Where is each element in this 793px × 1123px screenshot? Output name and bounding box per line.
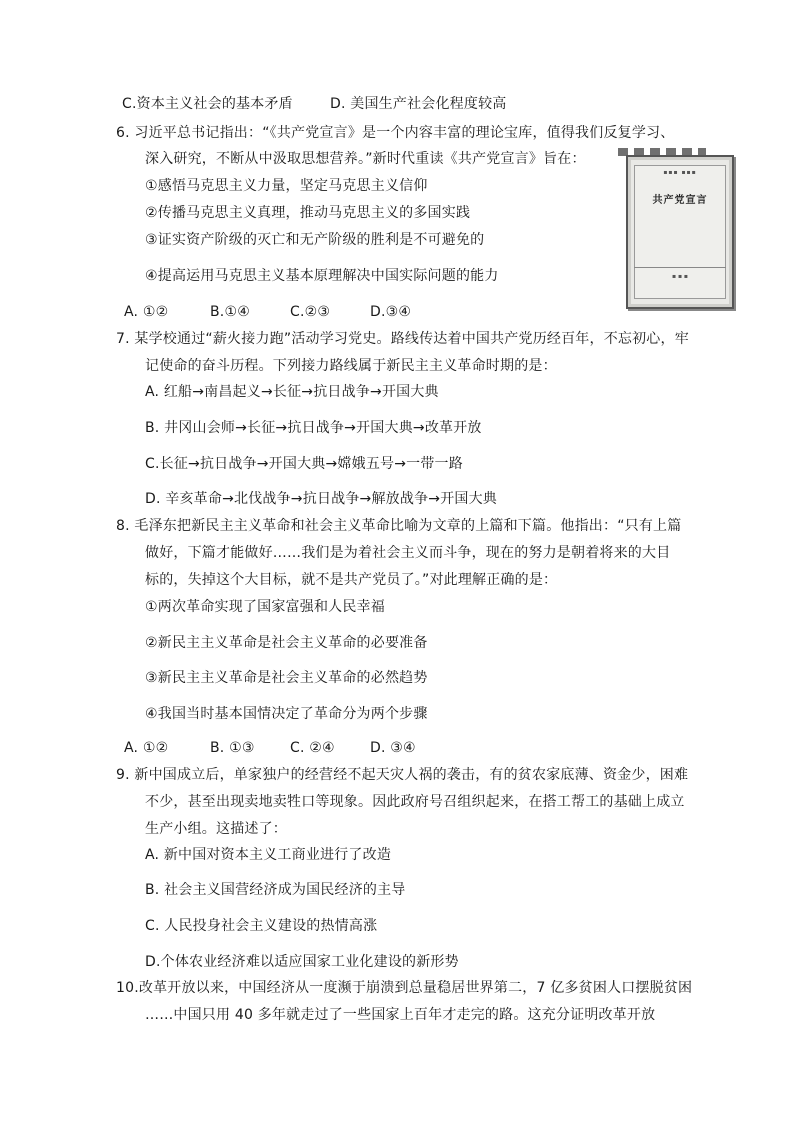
q9-option-b: B. 社会主义国营经济成为国民经济的主导 <box>145 882 406 898</box>
q7-option-a: A. 红船→南昌起义→长征→抗日战争→开国大典 <box>145 384 439 400</box>
q8-choice-c: C. ②④ <box>290 740 335 756</box>
q8-item-2: ②新民主主义革命是社会主义革命的必要准备 <box>145 635 428 651</box>
q8-item-4: ④我国当时基本国情决定了革命分为两个步骤 <box>145 706 428 722</box>
q6-choice-a: A. ①② <box>124 304 169 320</box>
book-publisher-lettering: ▪ ▪ ▪ <box>671 273 688 280</box>
q5-option-d: D. 美国生产社会化程度较高 <box>330 96 507 112</box>
book-top-lettering: ▪▪▪ ▪▪▪ <box>663 169 697 176</box>
q9-stem-line-3: 生产小组。这描述了： <box>145 821 287 837</box>
q8-stem-line-3: 标的，失掉这个大目标，就不是共产党员了。”对此理解正确的是： <box>145 572 558 588</box>
q7-option-b: B. 井冈山会师→长征→抗日战争→开国大典→改革开放 <box>145 420 482 436</box>
communist-manifesto-book-image <box>626 155 734 309</box>
q6-item-3: ③证实资产阶级的灭亡和无产阶级的胜利是不可避免的 <box>145 232 485 248</box>
q8-choice-b: B. ①③ <box>210 740 255 756</box>
q6-item-2: ②传播马克思主义真理，推动马克思主义的多国实践 <box>145 205 471 221</box>
q9-option-d: D.个体农业经济难以适应国家工业化建设的新形势 <box>145 954 459 970</box>
q10-stem-line-2: ……中国只用 40 多年就走过了一些国家上百年才走完的路。这充分证明改革开放 <box>145 1007 656 1023</box>
q9-stem-line-2: 不少，甚至出现卖地卖牲口等现象。因此政府号召组织起来，在搭工帮工的基础上成立 <box>145 794 685 810</box>
q9-option-c: C. 人民投身社会主义建设的热情高涨 <box>145 918 378 934</box>
q8-item-1: ①两次革命实现了国家富强和人民幸福 <box>145 599 385 615</box>
q7-stem-line-2: 记使命的奋斗历程。下列接力路线属于新民主主义革命时期的是： <box>145 358 557 374</box>
q6-choice-c: C.②③ <box>290 304 331 320</box>
book-divider <box>634 267 726 268</box>
q10-stem-line-1: 10.改革开放以来，中国经济从一度濒于崩溃到总量稳居世界第二，7 亿多贫困人口摆脱贫困 <box>116 980 693 996</box>
q8-stem-line-2: 做好，下篇才能做好……我们是为着社会主义而斗争，现在的努力是朝着将来的大目 <box>145 545 671 561</box>
q6-item-1: ①感悟马克思主义力量，坚定马克思主义信仰 <box>145 178 428 194</box>
q8-item-3: ③新民主主义革命是社会主义革命的必然趋势 <box>145 670 428 686</box>
q6-stem-line-2: 深入研究，不断从中汲取思想营养。”新时代重读《共产党宣言》旨在： <box>145 151 586 167</box>
q7-option-c: C.长征→抗日战争→开国大典→嫦娥五号→一带一路 <box>145 456 463 472</box>
q6-choice-b: B.①④ <box>210 304 250 320</box>
q7-stem-line-1: 7. 某学校通过“薪火接力跑”活动学习党史。路线传达着中国共产党历经百年，不忘初心，牢 <box>116 331 689 347</box>
q6-item-4: ④提高运用马克思主义基本原理解决中国实际问题的能力 <box>145 268 499 284</box>
q7-option-d: D. 辛亥革命→北伐战争→抗日战争→解放战争→开国大典 <box>145 491 498 507</box>
q6-stem-line-1: 6. 习近平总书记指出：“《共产党宣言》是一个内容丰富的理论宝库，值得我们反复学习、 <box>116 125 675 141</box>
q9-option-a: A. 新中国对资本主义工商业进行了改造 <box>145 847 392 863</box>
q5-option-c: C.资本主义社会的基本矛盾 <box>122 96 293 112</box>
q8-choice-a: A. ①② <box>124 740 169 756</box>
book-title: 共产党宣言 <box>652 195 708 206</box>
q6-choice-d: D.③④ <box>370 304 412 320</box>
q8-choice-d: D. ③④ <box>370 740 416 756</box>
q8-stem-line-1: 8. 毛泽东把新民主主义革命和社会主义革命比喻为文章的上篇和下篇。他指出：“只有上篇 <box>116 518 682 534</box>
q9-stem-line-1: 9. 新中国成立后，单家独户的经营经不起天灾人祸的袭击，有的贫农家底薄、资金少，困难 <box>116 767 689 783</box>
